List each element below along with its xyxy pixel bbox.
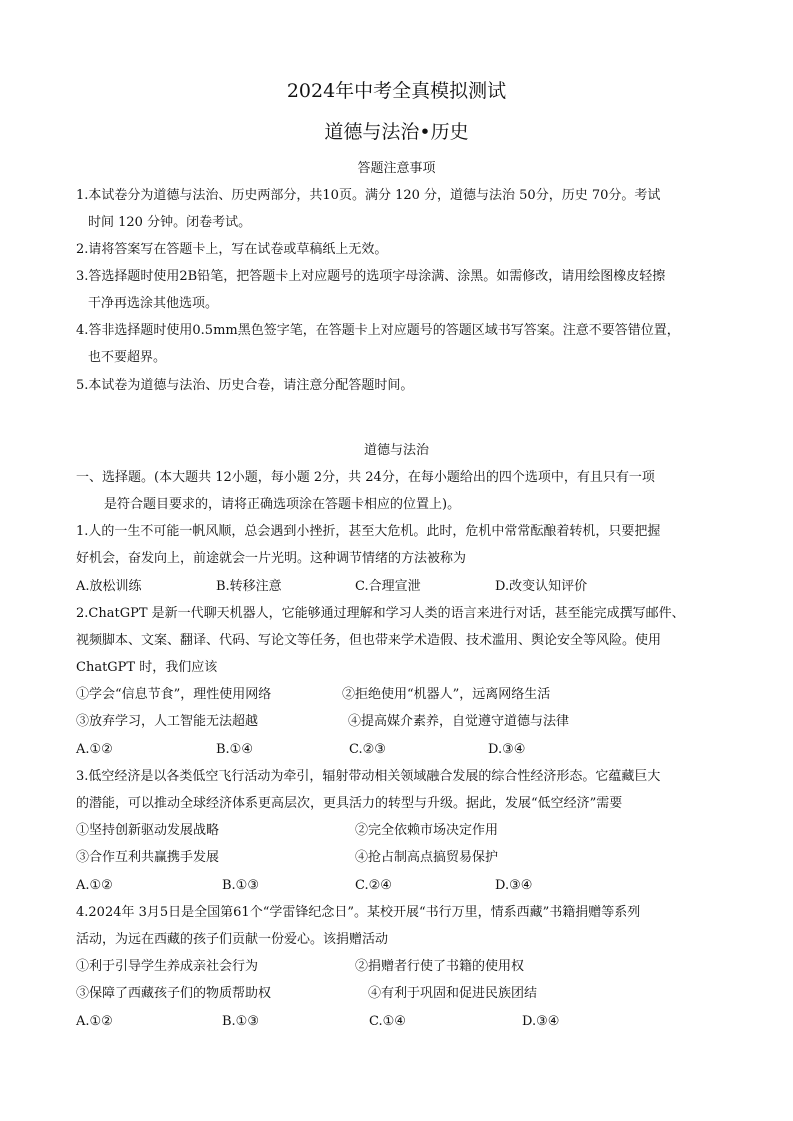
q1-option-a: A.放松训练 [76, 579, 142, 594]
q3-statement-1: ①坚持创新驱动发展战略 [76, 823, 220, 838]
notice-item-3-line-1: 3.答选择题时使用2B铅笔，把答题卡上对应题号的选项字母涂满、涂黑。如需修改，请用绘图橡皮轻擦 [76, 269, 666, 284]
q2-stem-line-1: 2.ChatGPT 是新一代聊天机器人，它能够通过理解和学习人类的语言来进行对话，甚至能完成撰写邮件、 [76, 606, 685, 621]
q2-statement-2: ②拒绝使用“机器人”，远离网络生活 [342, 687, 551, 702]
q4-option-b: B.①③ [222, 1014, 259, 1029]
notice-item-4-line-1: 4.答非选择题时使用0.5mm黑色签字笔，在答题卡上对应题号的答题区域书写答案。注意不要答错位置， [76, 323, 680, 338]
q3-option-c: C.②④ [355, 878, 392, 893]
q4-statement-3: ③保障了西藏孩子们的物质帮助权 [76, 986, 272, 1001]
q2-option-c: C.②③ [349, 742, 386, 757]
q2-option-d: D.③④ [488, 742, 526, 757]
q3-option-b: B.①③ [222, 878, 259, 893]
part-heading-line-2: 是符合题目要求的，请将正确选项涂在答题卡相应的位置上)。 [104, 497, 461, 512]
q4-stem-line-1: 4.2024年 3月5日是全国第61个“学雷锋纪念日”。某校开展“书行万里，情系西藏”书籍捐赠等系列 [76, 905, 641, 920]
q2-statement-4: ④提高媒介素养，自觉遵守道德与法律 [348, 714, 570, 729]
q1-option-b: B.转移注意 [216, 579, 282, 594]
q2-option-b: B.①④ [216, 742, 253, 757]
notice-item-4-line-2: 也不要超界。 [88, 350, 167, 365]
q4-option-c: C.①④ [369, 1014, 406, 1029]
q2-statement-3: ③放弃学习，人工智能无法超越 [76, 714, 259, 729]
q3-statement-2: ②完全依赖市场决定作用 [355, 823, 499, 838]
notice-heading: 答题注意事项 [357, 161, 436, 176]
notice-item-1-line-2: 时间 120 分钟。闭卷考试。 [88, 215, 252, 230]
q4-option-d: D.③④ [522, 1014, 560, 1029]
q1-option-c: C.合理宣泄 [355, 579, 421, 594]
q1-option-d: D.改变认知评价 [495, 579, 588, 594]
q1-stem-line-1: 1.人的一生不可能一帆风顺，总会遇到小挫折，甚至大危机。此时，危机中常常酝酿着转机，只要把握 [76, 524, 661, 539]
notice-item-3-line-2: 干净再选涂其他选项。 [88, 296, 219, 311]
part-heading-line-1: 一、选择题。(本大题共 12小题，每小题 2分，共 24分，在每小题给出的四个选项中，有且只有一项 [76, 470, 655, 485]
q3-statement-4: ④抢占制高点搞贸易保护 [355, 850, 499, 865]
q4-statement-1: ①利于引导学生养成亲社会行为 [76, 959, 259, 974]
exam-subtitle: 道德与法治•历史 [324, 121, 469, 143]
section-heading: 道德与法治 [363, 443, 429, 458]
notice-item-5: 5.本试卷为道德与法治、历史合卷，请注意分配答题时间。 [76, 378, 414, 393]
q3-option-a: A.①② [76, 878, 113, 893]
q2-stem-line-3: ChatGPT 时，我们应该 [76, 660, 218, 675]
q2-statement-1: ①学会“信息节食”，理性使用网络 [76, 687, 272, 702]
q4-statement-4: ④有利于巩固和促进民族团结 [368, 986, 538, 1001]
q4-option-a: A.①② [76, 1014, 113, 1029]
q3-stem-line-1: 3.低空经济是以各类低空飞行活动为牵引，辐射带动相关领域融合发展的综合性经济形态。它蕴藏巨大 [76, 769, 661, 784]
notice-item-2: 2.请将答案写在答题卡上，写在试卷或草稿纸上无效。 [76, 242, 388, 257]
exam-title: 2024年中考全真模拟测试 [286, 80, 507, 102]
q2-option-a: A.①② [76, 742, 113, 757]
q3-option-d: D.③④ [495, 878, 533, 893]
q3-stem-line-2: 的潜能，可以推动全球经济体系更高层次，更具活力的转型与升级。据此，发展“低空经济”需要 [76, 796, 623, 811]
q4-statement-2: ②捐赠者行使了书籍的使用权 [355, 959, 525, 974]
q1-stem-line-2: 好机会，奋发向上，前途就会一片光明。这种调节情绪的方法被称为 [76, 551, 467, 566]
notice-item-1-line-1: 1.本试卷分为道德与法治、历史两部分，共10页。满分 120 分，道德与法治 50分，历史 70分。考试 [76, 188, 661, 203]
q2-stem-line-2: 视频脚本、文案、翻译、代码、写论文等任务，但也带来学术造假、技术滥用、舆论安全等风险。使用 [76, 633, 662, 648]
q3-statement-3: ③合作互利共赢携手发展 [76, 850, 220, 865]
q4-stem-line-2: 活动，为远在西藏的孩子们贡献一份爱心。该捐赠活动 [76, 932, 389, 947]
